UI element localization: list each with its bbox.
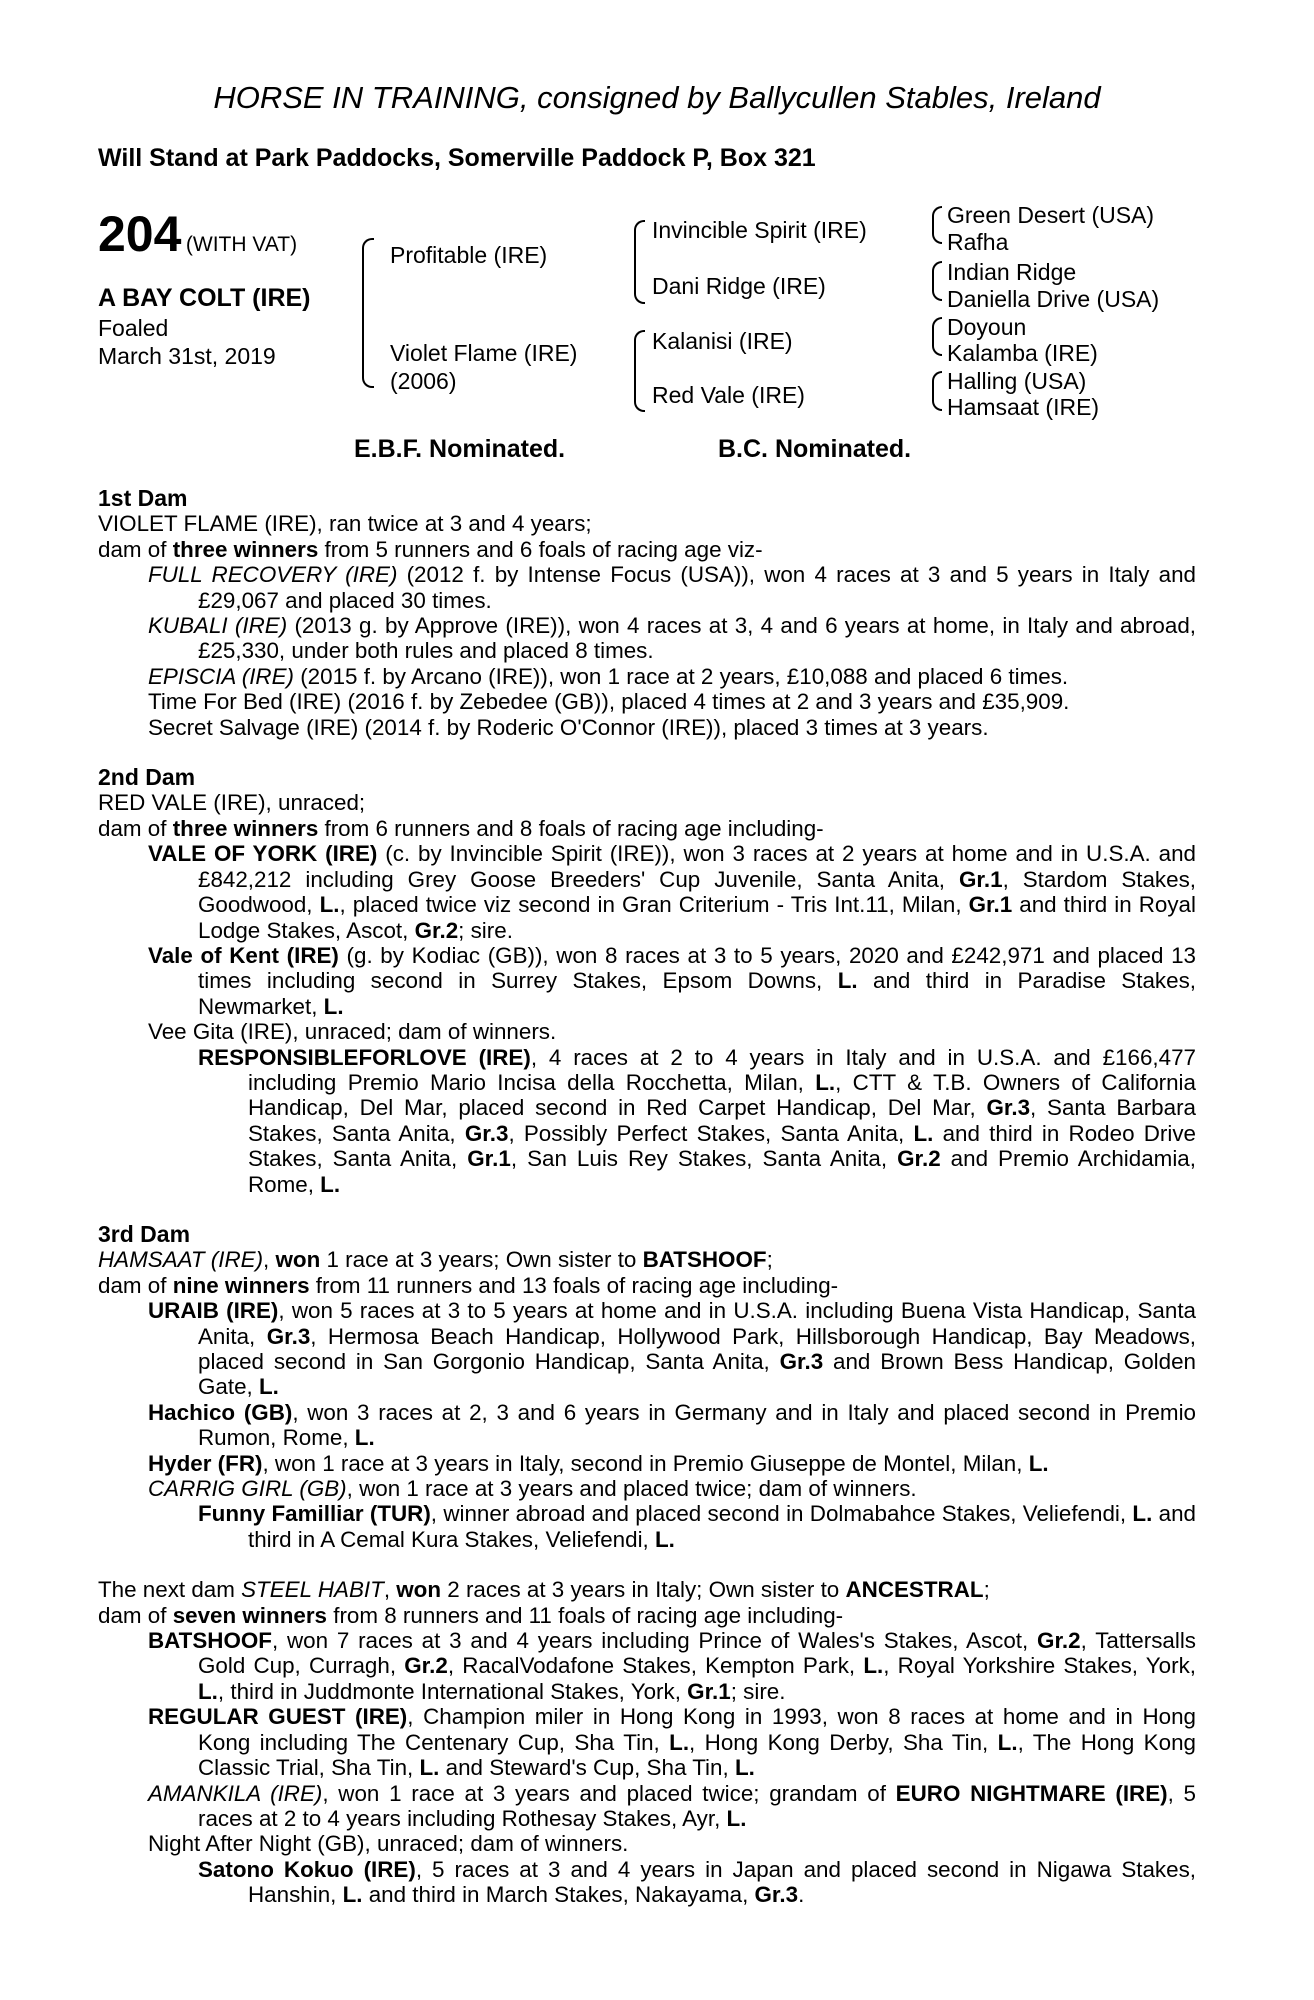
next-dam-summary: dam of seven winners from 8 runners and 11 foals of racing age including- — [98, 1602, 844, 1628]
progeny-entry: Time For Bed (IRE) (2016 f. by Zebedee (GB)), placed 4 times at 2 and 3 years and £35,909. — [148, 689, 1070, 715]
pedigree-gen3: Rafha — [947, 229, 1009, 255]
pedigree-sire: Profitable (IRE) — [390, 242, 548, 268]
progeny-entry: Secret Salvage (IRE) (2014 f. by Roderic O'Connor (IRE)), placed 3 times at 3 years. — [148, 714, 989, 740]
lot-number-block — [98, 205, 297, 263]
pedigree-dam-dam: Red Vale (IRE) — [652, 382, 805, 408]
progeny-entry: Vee Gita (IRE), unraced; dam of winners. — [148, 1019, 557, 1045]
foaled-info — [98, 314, 276, 370]
second-dam-line: RED VALE (IRE), unraced; — [98, 790, 366, 816]
third-dam-summary: dam of nine winners from 11 runners and 13 foals of racing age including- — [98, 1272, 839, 1298]
pedigree-brace — [634, 330, 645, 412]
progeny-entry: EPISCIA (IRE) (2015 f. by Arcano (IRE)), won 1 race at 2 years, £10,088 and placed 6 times. — [148, 663, 1069, 689]
second-dam-summary: dam of three winners from 6 runners and 8 foals of racing age including- — [98, 815, 824, 841]
progeny-entry: BATSHOOF, won 7 races at 3 and 4 years including Prince of Wales's Stakes, Ascot, Gr.2, Tattersalls Gold Cup, Curragh, Gr.2, RacalVodafone Stakes, Kempton Park, L., Royal Yorkshire Stakes, York, L., third in Juddmonte International Stakes, York, Gr.1; sire. — [148, 1628, 1197, 1704]
pedigree-notes — [98, 486, 1196, 1908]
pedigree-brace — [932, 317, 942, 356]
grand-progeny-entry: RESPONSIBLEFORLOVE (IRE), 4 races at 2 to 4 years in Italy and in U.S.A. and £166,477 including Premio Mario Incisa della Rocchetta, Milan, L., CTT & T.B. Owners of California Handicap, Del Mar, placed second in Red Carpet Handicap, Del Mar, Gr.3, Santa Barbara Stakes, Santa Anita, Gr.3, Possibly Perfect Stakes, Santa Anita, L. and third in Rodeo Drive Stakes, Santa Anita, Gr.1, San Luis Rey Stakes, Santa Anita, Gr.2 and Premio Archidamia, Rome, L. — [198, 1044, 1196, 1197]
progeny-entry: REGULAR GUEST (IRE), Champion miler in Hong Kong in 1993, won 8 races at home and in Hong Kong including The Centenary Cup, Sha Tin, L., Hong Kong Derby, Sha Tin, L., The Hong Kong Classic Trial, Sha Tin, L. and Steward's Cup, Sha Tin, L. — [148, 1704, 1196, 1781]
progeny-entry: Hyder (FR), won 1 race at 3 years in Italy, second in Premio Giuseppe de Montel, Milan, L. — [148, 1450, 1049, 1476]
second-dam-heading: 2nd Dam — [98, 764, 196, 791]
pedigree-brace — [362, 238, 374, 388]
progeny-entry: Night After Night (GB), unraced; dam of winners. — [148, 1831, 629, 1857]
grand-progeny-entry: Satono Kokuo (IRE), 5 races at 3 and 4 years in Japan and placed second in Nigawa Stakes, Hanshin, L. and third in March Stakes, Nakayama, Gr.3. — [198, 1856, 1196, 1908]
pedigree-brace — [634, 220, 645, 304]
bc-nomination: B.C. Nominated. — [718, 435, 912, 463]
pedigree-gen3: Kalamba (IRE) — [947, 340, 1098, 366]
pedigree-dam-year: (2006) — [390, 368, 457, 394]
progeny-entry: VALE OF YORK (IRE) (c. by Invincible Spirit (IRE)), won 3 races at 2 years at home and in U.S.A. and £842,212 including Grey Goose Breeders' Cup Juvenile, Santa Anita, Gr.1, Stardom Stakes, Goodwood, L., placed twice viz second in Gran Criterium - Tris Int.11, Milan, Gr.1 and third in Royal Lodge Stakes, Ascot, Gr.2; sire. — [148, 841, 1197, 943]
pedigree-brace — [932, 261, 942, 301]
pedigree-sire-sire: Invincible Spirit (IRE) — [652, 217, 867, 243]
progeny-entry: CARRIG GIRL (GB), won 1 race at 3 years and placed twice; dam of winners. — [148, 1476, 917, 1502]
third-dam-heading: 3rd Dam — [98, 1220, 191, 1247]
progeny-entry: URAIB (IRE), won 5 races at 3 to 5 years at home and in U.S.A. including Buena Vista Handicap, Santa Anita, Gr.3, Hermosa Beach Handicap, Hollywood Park, Hillsborough Handicap, Bay Meadows, placed second in San Gorgonio Handicap, Santa Anita, Gr.3 and Brown Bess Handicap, Golden Gate, L. — [148, 1298, 1196, 1400]
pedigree-gen3: Halling (USA) — [947, 368, 1087, 394]
pedigree-gen3: Doyoun — [947, 314, 1027, 340]
grand-progeny-entry: Funny Familliar (TUR), winner abroad and placed second in Dolmabahce Stakes, Veliefendi, L. and third in A Cemal Kura Stakes, Veliefendi, L. — [198, 1501, 1196, 1552]
lot-description: A BAY COLT (IRE) — [98, 284, 311, 312]
foaled-label: Foaled — [98, 315, 169, 341]
progeny-entry: Vale of Kent (IRE) (g. by Kodiac (GB)), won 8 races at 3 to 5 years, 2020 and £242,971 and placed 13 times including second in Surrey Stakes, Epsom Downs, L. and third in Paradise Stakes, Newmarket, L. — [148, 942, 1196, 1019]
pedigree-gen3: Indian Ridge — [947, 259, 1077, 285]
pedigree-gen3: Hamsaat (IRE) — [947, 394, 1100, 420]
foaled-date: March 31st, 2019 — [98, 343, 276, 369]
pedigree-sire-dam: Dani Ridge (IRE) — [652, 273, 826, 299]
pedigree-dam-sire: Kalanisi (IRE) — [652, 328, 793, 354]
third-dam-line: HAMSAAT (IRE), won 1 race at 3 years; Own sister to BATSHOOF; — [98, 1247, 773, 1273]
first-dam-line: VIOLET FLAME (IRE), ran twice at 3 and 4 years; — [98, 511, 592, 537]
lot-number: 204 — [98, 206, 182, 262]
next-dam-line: The next dam STEEL HABIT, won 2 races at 3 years in Italy; Own sister to ANCESTRAL; — [98, 1577, 990, 1603]
stand-location: Will Stand at Park Paddocks, Somerville Paddock P, Box 321 — [98, 144, 816, 172]
progeny-entry: KUBALI (IRE) (2013 g. by Approve (IRE)), won 4 races at 3, 4 and 6 years at home, in Italy and abroad, £25,330, under both rules and placed 8 times. — [148, 613, 1197, 664]
vat-note: (WITH VAT) — [185, 233, 298, 256]
pedigree-brace — [932, 371, 942, 411]
progeny-entry: Hachico (GB), won 3 races at 2, 3 and 6 years in Germany and in Italy and placed second in Premio Rumon, Rome, L. — [148, 1399, 1196, 1451]
progeny-entry: AMANKILA (IRE), won 1 race at 3 years and placed twice; grandam of EURO NIGHTMARE (IRE), 5 races at 2 to 4 years including Rothesay Stakes, Ayr, L. — [148, 1780, 1196, 1831]
first-dam-heading: 1st Dam — [98, 485, 188, 511]
pedigree-gen3: Green Desert (USA) — [947, 202, 1155, 228]
pedigree-dam: Violet Flame (IRE) — [390, 340, 578, 366]
pedigree-gen3: Daniella Drive (USA) — [947, 286, 1160, 312]
progeny-entry: FULL RECOVERY (IRE) (2012 f. by Intense Focus (USA)), won 4 races at 3 and 5 years in Italy and £29,067 and placed 30 times. — [148, 562, 1196, 613]
pedigree-brace — [932, 206, 942, 244]
ebf-nomination: E.B.F. Nominated. — [354, 435, 566, 463]
first-dam-summary: dam of three winners from 5 runners and 6 foals of racing age viz- — [98, 536, 763, 562]
catalogue-header: HORSE IN TRAINING, consigned by Ballycullen Stables, Ireland — [213, 80, 1101, 115]
